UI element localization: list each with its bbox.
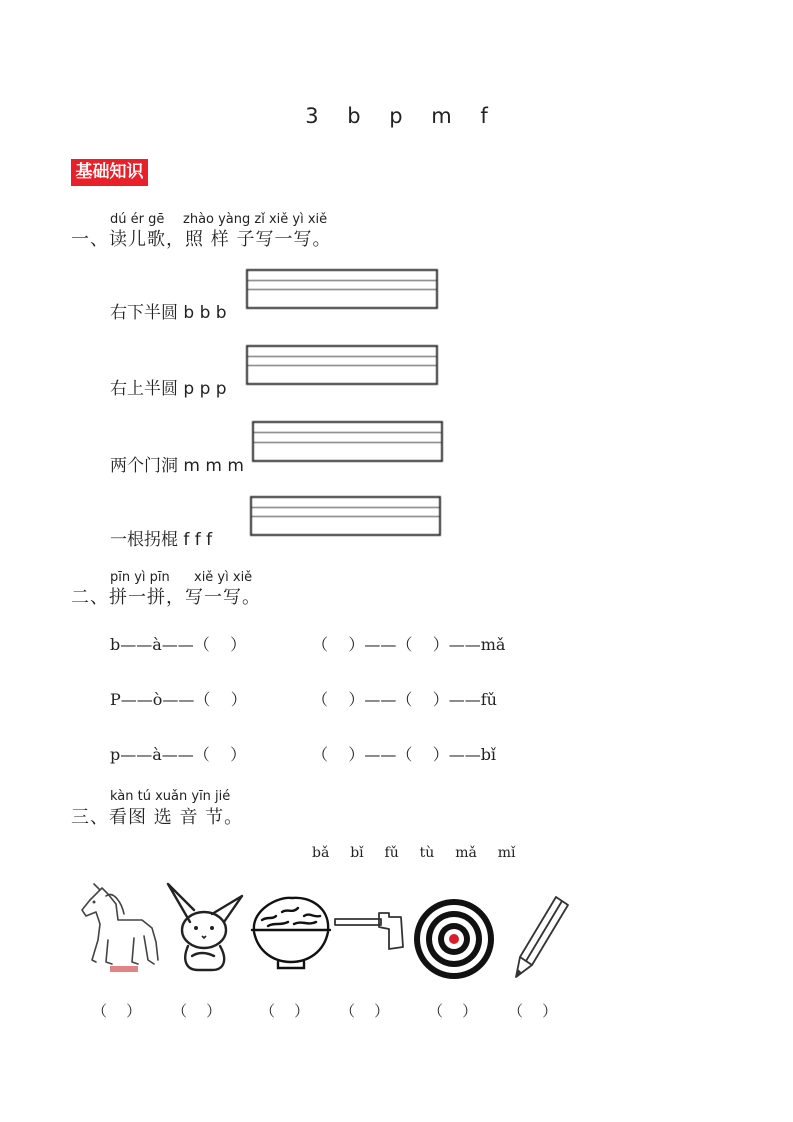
answer-blank-horse[interactable]: （ ） [92,1002,142,1020]
writing-lines-1[interactable] [246,269,438,309]
syllable-choices: bǎ bǐ fǔ tù mǎ mǐ [312,845,516,861]
spell-row-2-right[interactable]: （ ）——（ ）——fǔ [312,690,497,709]
writing-lines-2[interactable] [246,345,438,385]
target-picture [413,898,495,980]
answer-blank-rabbit[interactable]: （ ） [172,1002,222,1020]
writing-lines-3[interactable] [252,421,443,462]
q2-heading: 二、拼一拼，写一写。 [71,587,261,608]
q2-pinyin-b: xiě yì xiě [194,570,253,585]
spell-row-3-left[interactable]: p——à——（ ） [110,745,247,764]
rice-bowl-picture [248,890,334,974]
q1-heading: 一、读儿歌，照 样 子写一写。 [71,229,332,250]
rhyme-line-1: 右下半圆 b b b [110,303,227,323]
pencil-picture [512,893,574,981]
writing-lines-4[interactable] [250,496,441,536]
answer-blank-axe[interactable]: （ ） [340,1002,390,1020]
q3-pinyin: kàn tú xuǎn yīn jié [110,789,231,804]
q2-pinyin-a: pīn yì pīn [110,570,170,585]
axe-picture [333,905,408,955]
spell-row-2-left[interactable]: P——ò——（ ） [110,690,247,709]
q1-pinyin-a: dú ér gē [110,212,165,227]
answer-blank-target[interactable]: （ ） [428,1002,478,1020]
answer-blank-rice[interactable]: （ ） [260,1002,310,1020]
rhyme-line-2: 右上半圆 p p p [110,379,227,399]
answer-blank-pencil[interactable]: （ ） [508,1002,558,1020]
page-title: 3 b p m f [305,104,488,128]
spell-row-1-right[interactable]: （ ）——（ ）——mǎ [312,635,506,654]
q1-pinyin-b: zhào yàng zǐ xiě yì xiě [183,212,328,227]
rhyme-line-4: 一根拐棍 f f f [110,530,213,550]
horse-picture [72,880,162,975]
section-badge: 基础知识 [71,159,148,186]
rabbit-picture [162,880,246,975]
spell-row-3-right[interactable]: （ ）——（ ）——bǐ [312,745,497,764]
q3-heading: 三、看图 选 音 节。 [71,807,244,828]
spell-row-1-left[interactable]: b——à——（ ） [110,635,247,654]
rhyme-line-3: 两个门洞 m m m [110,456,244,476]
